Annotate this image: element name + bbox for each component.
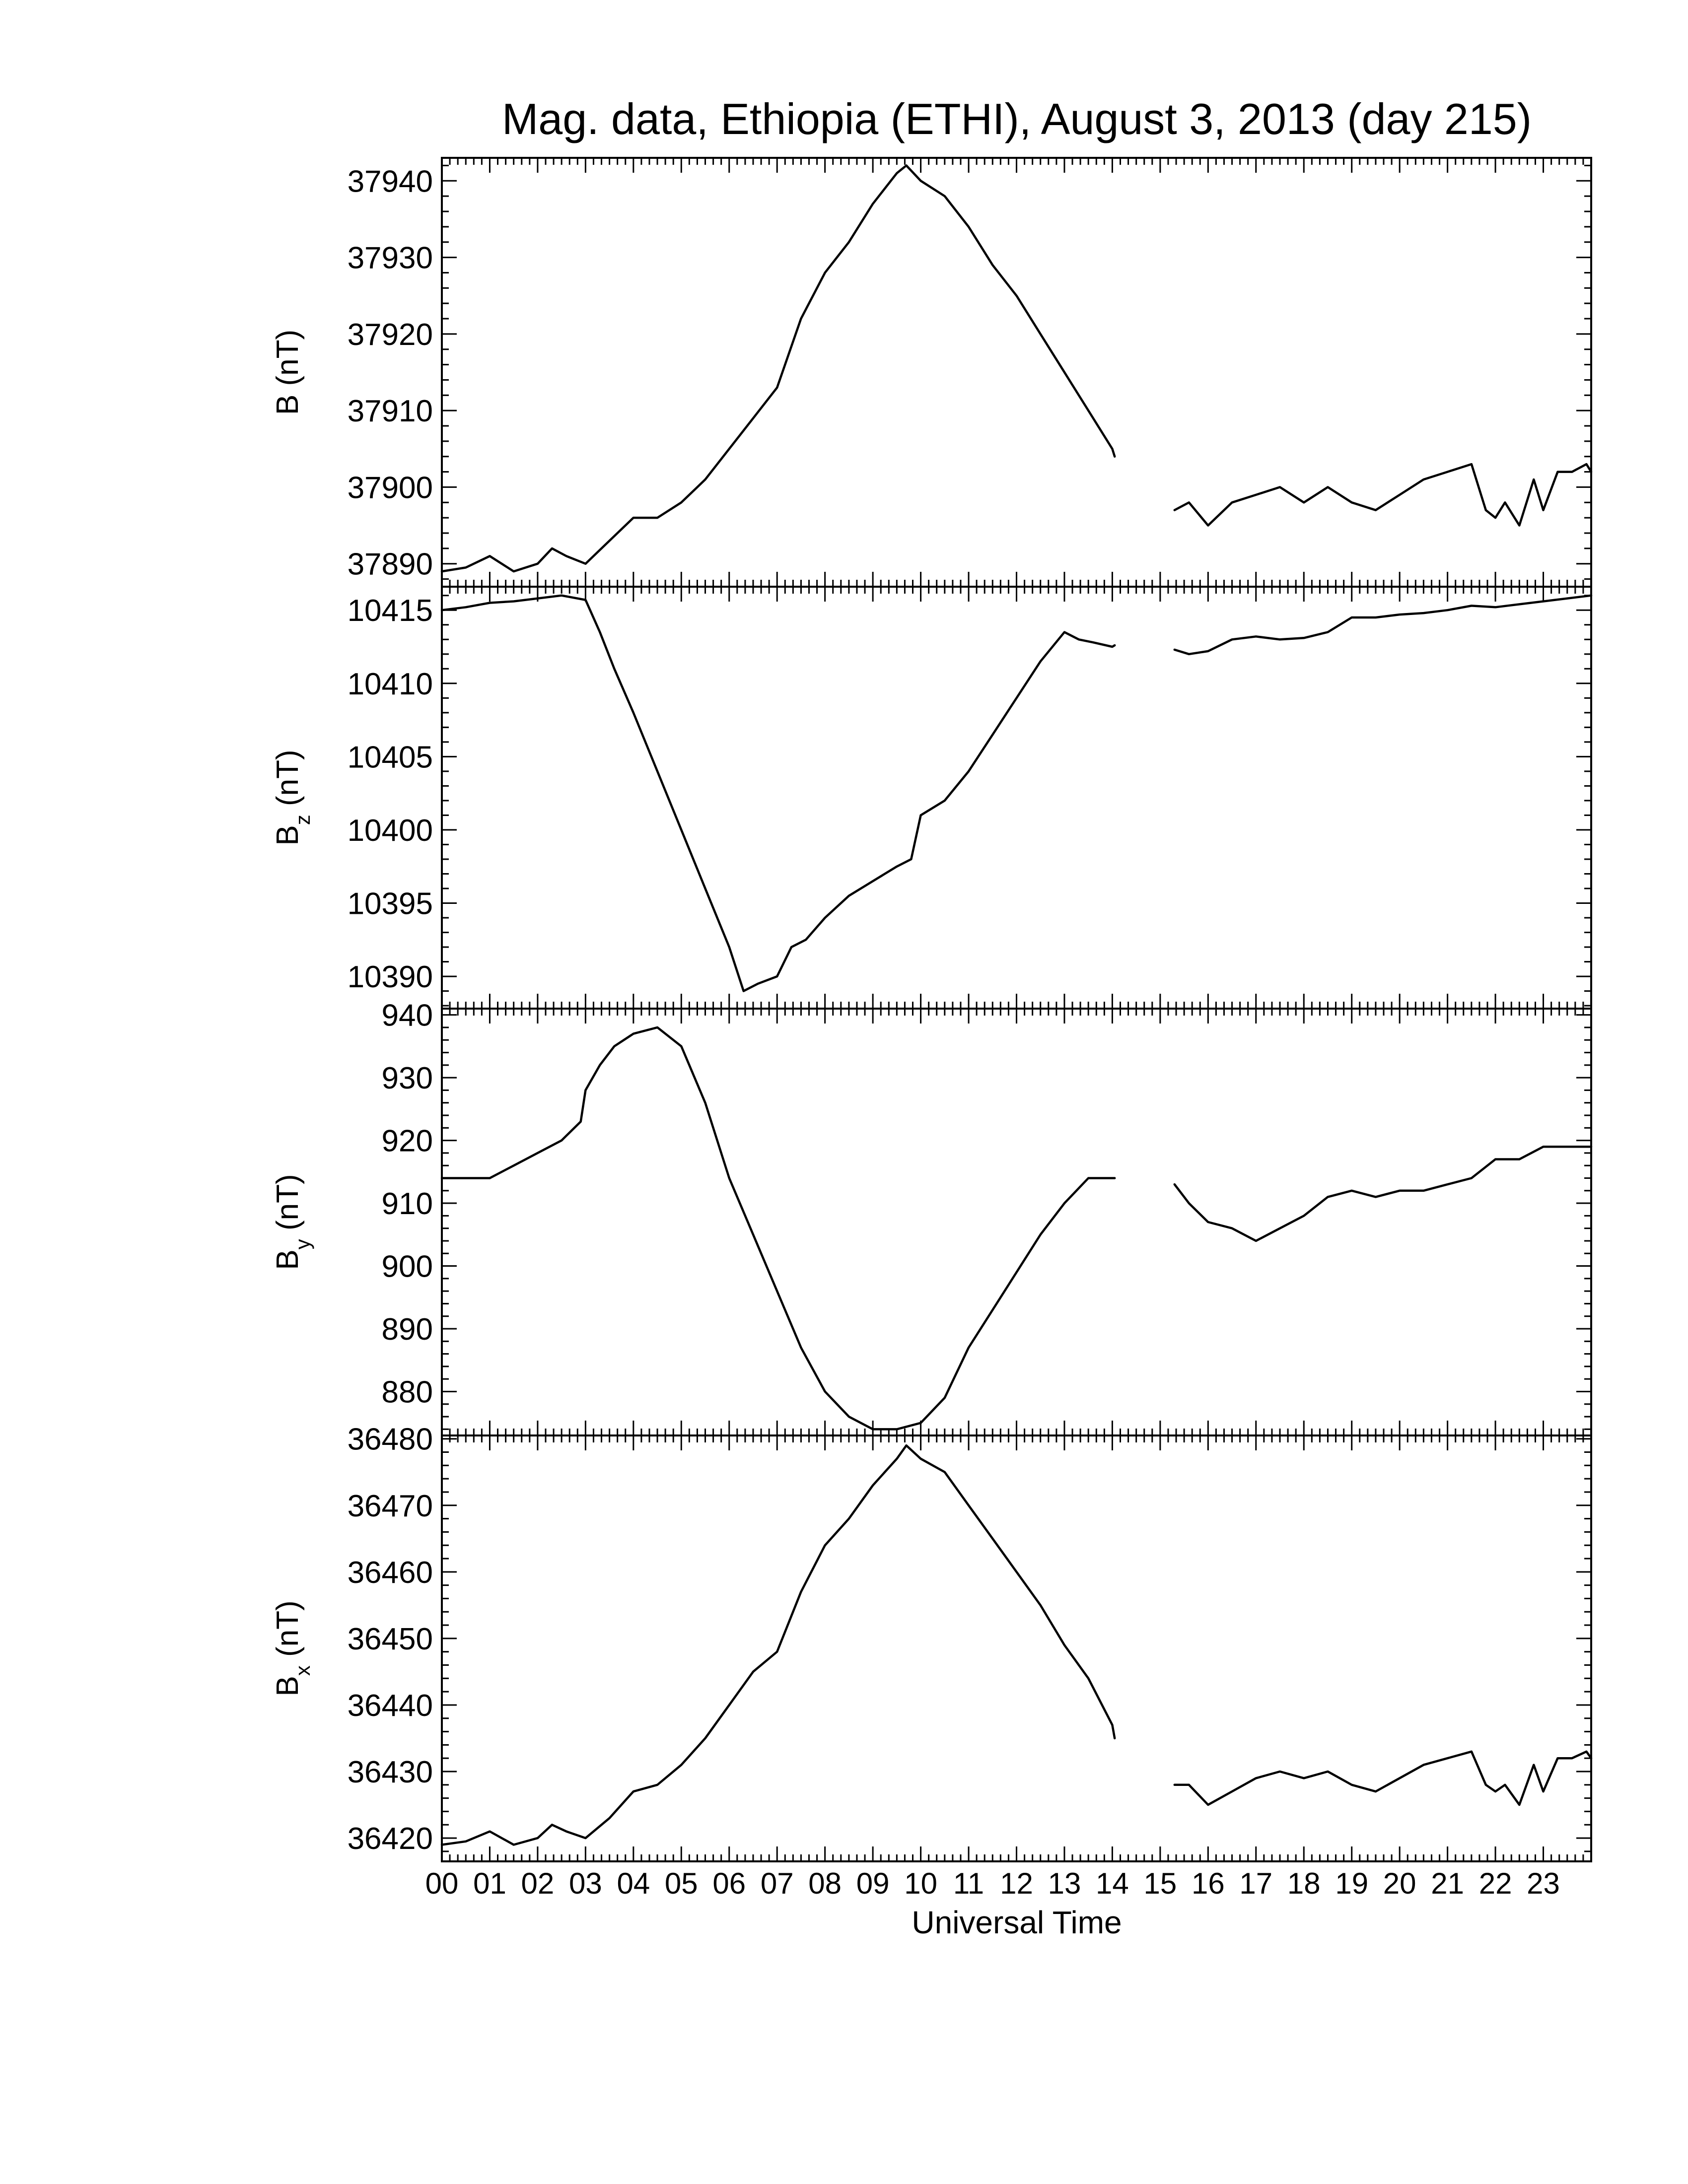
panel-bz-component [271,587,1591,1009]
chart-title: Mag. data, Ethiopia (ETHI), August 3, 2013 (day 215) [501,94,1532,143]
panel-by-component [271,999,1591,1435]
y-tick-label: 36440 [347,1688,433,1723]
y-tick-label: 10410 [347,667,433,701]
panel-frame [442,1435,1591,1861]
data-series-line [442,1445,1591,1844]
y-tick-label: 900 [381,1249,433,1284]
y-tick-label: 10405 [347,740,433,775]
y-tick-label: 37930 [347,241,433,275]
y-tick-label: 36470 [347,1489,433,1523]
y-tick-label: 36420 [347,1822,433,1856]
x-tick-label: 17 [1239,1867,1273,1900]
y-tick-label: 36480 [347,1422,433,1457]
y-tick-label: 36430 [347,1755,433,1790]
y-tick-label: 36450 [347,1622,433,1656]
panel-total-field-b [271,158,1591,587]
data-series-line [442,165,1591,571]
x-tick-label: 06 [712,1867,746,1900]
x-tick-label: 21 [1431,1867,1464,1900]
panel-frame [442,587,1591,1009]
y-axis-label: B (nT) [271,329,305,415]
x-tick-label: 11 [953,1867,985,1900]
x-tick-label: 02 [521,1867,555,1900]
y-tick-label: 940 [381,998,433,1033]
x-tick-label: 23 [1527,1867,1560,1900]
x-tick-label: 13 [1048,1867,1081,1900]
data-series-line [442,596,1591,991]
x-tick-label: 22 [1478,1867,1512,1900]
x-tick-label: 01 [473,1867,506,1900]
data-series-line [442,1027,1591,1430]
x-tick-label: 18 [1287,1867,1321,1900]
x-tick-label: 04 [617,1867,650,1900]
y-tick-label: 10415 [347,594,433,628]
y-tick-label: 910 [381,1187,433,1222]
x-tick-label: 00 [425,1867,459,1900]
y-tick-label: 890 [381,1312,433,1347]
x-tick-label: 19 [1335,1867,1369,1900]
x-tick-label: 10 [904,1867,937,1900]
y-tick-label: 37920 [347,317,433,352]
y-tick-label: 37940 [347,164,433,199]
x-tick-label: 16 [1191,1867,1225,1900]
y-tick-label: 10400 [347,813,433,848]
panel-bx-component [271,1423,1591,1861]
x-tick-label: 14 [1096,1867,1129,1900]
y-axis-label: $B_y$ (nT) [271,1174,314,1270]
y-tick-label: 37910 [347,394,433,429]
y-axis-label: $B_z$ (nT) [271,750,314,846]
y-axis-label: $B_x$ (nT) [271,1600,314,1697]
x-tick-label: 12 [1000,1867,1033,1900]
x-tick-label: 05 [664,1867,698,1900]
x-tick-label: 15 [1143,1867,1177,1900]
panel-frame [442,158,1591,587]
y-tick-label: 36460 [347,1555,433,1590]
y-tick-label: 880 [381,1375,433,1410]
x-axis-title: Universal Time [912,1905,1122,1940]
panel-frame [442,1009,1591,1435]
y-tick-label: 10390 [347,960,433,995]
y-tick-label: 10395 [347,887,433,921]
x-tick-label: 07 [760,1867,794,1900]
x-tick-label: 20 [1383,1867,1416,1900]
y-tick-label: 920 [381,1124,433,1159]
x-tick-label: 03 [569,1867,602,1900]
y-tick-label: 37900 [347,471,433,505]
y-tick-label: 37890 [347,547,433,582]
y-tick-label: 930 [381,1061,433,1096]
x-axis-tick-labels [425,1867,1560,1900]
x-tick-label: 08 [808,1867,842,1900]
x-tick-label: 09 [856,1867,890,1900]
